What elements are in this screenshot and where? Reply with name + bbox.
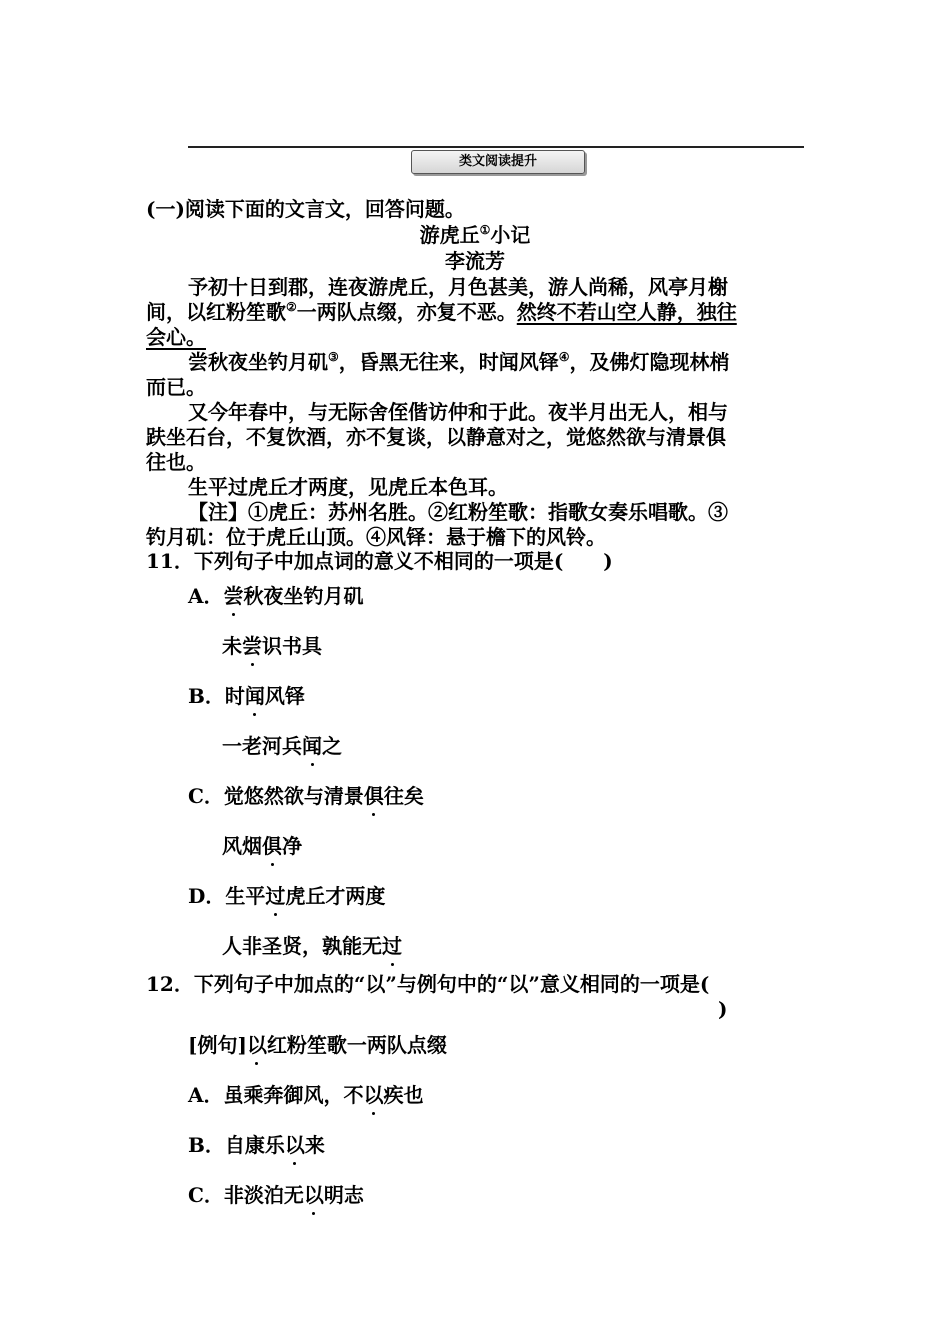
dotted-word: 尝: [242, 634, 262, 658]
dotted-word: 俱: [363, 784, 384, 808]
dotted-word: 尝: [223, 584, 244, 608]
option-text: 风烟: [222, 834, 262, 858]
dotted-word: 以: [363, 1083, 384, 1107]
passage-line: 趺坐石台，不复饮酒，亦不复谈，以静意对之，觉悠然欲与清景俱: [146, 425, 726, 449]
underlined-sentence-end: 会心。: [146, 325, 206, 349]
passage-text: 间，以红粉笙歌: [146, 300, 286, 324]
option-text: 疾也: [383, 1083, 424, 1107]
dotted-word: 以: [284, 1133, 305, 1157]
passage-text: 尝秋夜坐钓月矶: [188, 350, 328, 374]
passage-line: [146, 324, 206, 350]
passage-line: 生平过虎丘才两度，见虎丘本色耳。: [188, 475, 508, 499]
dotted-word: 过: [265, 884, 286, 908]
option-text: 人非圣贤，孰能无: [222, 934, 382, 958]
q12-example: [188, 1032, 447, 1058]
option-letter: A．: [188, 1083, 224, 1107]
passage-text: ，及佛灯隐现林梢: [569, 350, 730, 374]
question-12-stem: 12．下列句子中加点的“以”与例句中的“以”意义相同的一项是(: [146, 972, 710, 996]
q11-option-c: [188, 783, 424, 809]
dotted-word: 以: [303, 1183, 324, 1207]
poem-title: [0, 222, 950, 248]
dotted-word: 闻: [244, 684, 265, 708]
question-11-stem: 11．下列句子中加点词的意义不相同的一项是( ): [146, 549, 613, 573]
annotation-line: 【注】①虎丘：苏州名胜。②红粉笙歌：指歌女奏乐唱歌。③: [188, 500, 728, 524]
question-12-stem-end: ): [718, 997, 728, 1021]
option-text: 识书具: [262, 634, 322, 658]
option-text: 明志: [323, 1183, 364, 1207]
dotted-word: 俱: [262, 834, 282, 858]
option-text: 净: [282, 834, 302, 858]
q12-option-b: [188, 1132, 325, 1158]
option-letter: A．: [188, 584, 224, 608]
dotted-word: 以: [246, 1033, 267, 1057]
option-letter: C．: [188, 784, 224, 808]
option-text: 非淡泊无: [223, 1183, 304, 1207]
option-text: 来: [304, 1133, 325, 1157]
passage-line: [146, 299, 737, 325]
q12-option-a: [188, 1082, 424, 1108]
section-banner: 类文阅读提升: [411, 150, 585, 174]
example-text: 红粉笙歌一两队点缀: [266, 1033, 447, 1057]
footnote-marker: ①: [479, 223, 491, 237]
poem-title-text: 游虎丘: [419, 223, 480, 247]
option-letter: B．: [188, 1133, 225, 1157]
option-text: 风铎: [264, 684, 305, 708]
q12-option-c: [188, 1182, 364, 1208]
q11-option-b: [188, 683, 305, 709]
option-letter: C．: [188, 1183, 224, 1207]
reading-instruction: (一)阅读下面的文言文，回答问题。: [146, 197, 465, 221]
option-letter: B．: [188, 684, 225, 708]
option-text: 之: [322, 734, 342, 758]
q11-option-a-compare: [222, 633, 322, 659]
option-text: 虎丘才两度: [285, 884, 386, 908]
annotation-line: 钓月矶：位于虎丘山顶。④风铎：悬于檐下的风铃。: [146, 525, 606, 549]
option-letter: D．: [188, 884, 226, 908]
passage-text: ，昏黑无往来，时闻风铎: [338, 350, 559, 374]
poem-title-suffix: 小记: [490, 223, 531, 247]
option-text: 觉悠然欲与清景: [223, 784, 364, 808]
q11-option-d: [188, 883, 385, 909]
q11-option-b-compare: [222, 733, 342, 759]
passage-line: 往也。: [146, 450, 206, 474]
q11-option-d-compare: [222, 933, 402, 959]
q11-option-a: [188, 583, 364, 609]
underlined-sentence: 然终不若山空人静，独往: [516, 300, 737, 324]
q11-option-c-compare: [222, 833, 302, 859]
option-text: 虽乘奔御风，不: [223, 1083, 364, 1107]
option-text: 未: [222, 634, 242, 658]
passage-line: 又今年春中，与无际舍侄偕访仲和于此。夜半月出无人，相与: [188, 400, 728, 424]
passage-line: [188, 349, 730, 375]
option-text: 秋夜坐钓月矶: [243, 584, 364, 608]
passage-line: 予初十日到郡，连夜游虎丘，月色甚美，游人尚稀，风亭月榭: [188, 275, 728, 299]
example-label: [例句]: [188, 1033, 247, 1057]
footnote-marker: ②: [286, 300, 297, 314]
option-text: 生平: [225, 884, 266, 908]
poem-author: 李流芳: [445, 249, 505, 273]
footnote-marker: ④: [558, 350, 570, 364]
top-rule: [188, 146, 804, 148]
dotted-word: 闻: [302, 734, 322, 758]
option-text: 时: [224, 684, 245, 708]
dotted-word: 过: [382, 934, 402, 958]
footnote-marker: ③: [328, 350, 339, 364]
passage-text: 一两队点缀，亦复不恶。: [296, 300, 517, 324]
option-text: 自康乐: [224, 1133, 285, 1157]
option-text: 往矣: [383, 784, 424, 808]
passage-line: 而已。: [146, 375, 206, 399]
option-text: 一老河兵: [222, 734, 302, 758]
